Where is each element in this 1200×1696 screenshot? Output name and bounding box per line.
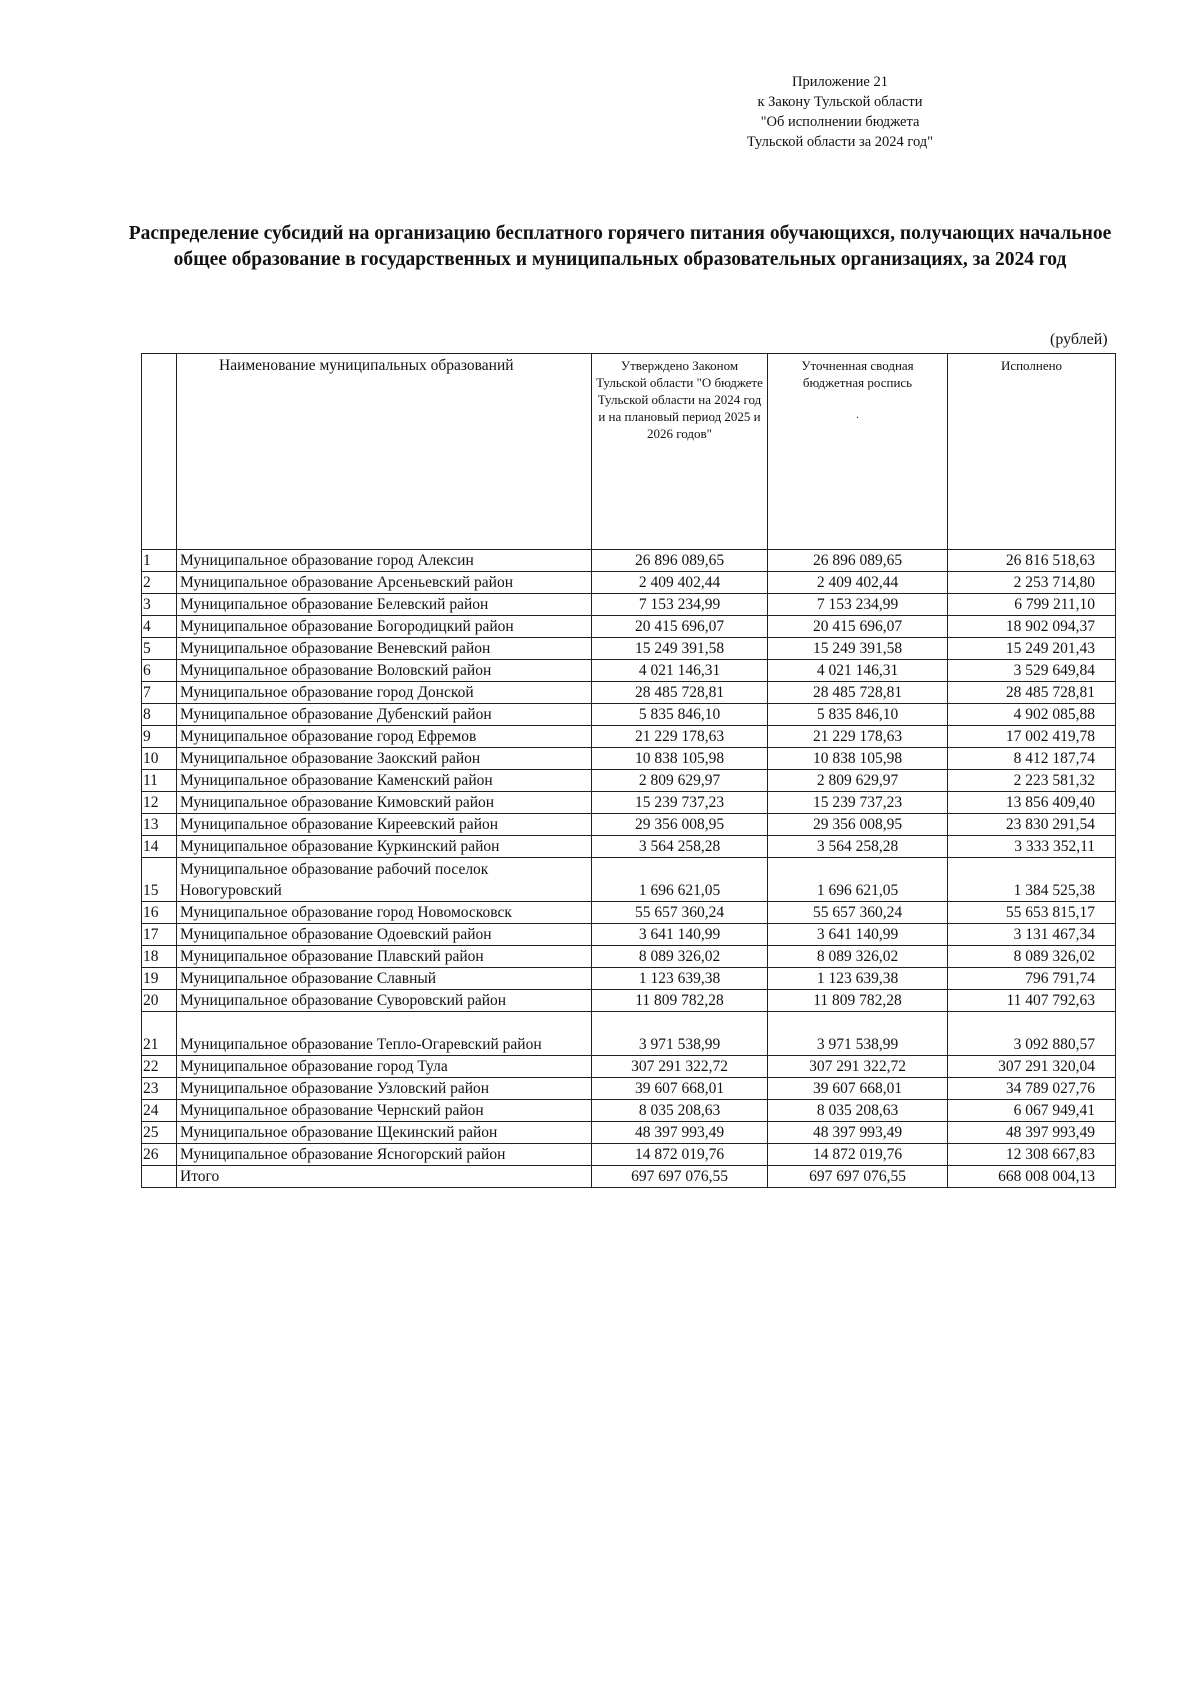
cell-name: Муниципальное образование Киреевский район [177, 814, 592, 836]
cell-name: Муниципальное образование Белевский район [177, 594, 592, 616]
cell-approved: 48 397 993,49 [592, 1122, 768, 1144]
total-executed: 668 008 004,13 [948, 1166, 1116, 1188]
table-row [142, 682, 1116, 704]
cell-approved: 29 356 008,95 [592, 814, 768, 836]
cell-approved: 28 485 728,81 [592, 682, 768, 704]
cell-revised: 3 641 140,99 [768, 924, 948, 946]
cell-executed: 8 412 187,74 [948, 748, 1116, 770]
cell-name: Муниципальное образование город Ефремов [177, 726, 592, 748]
table-row [142, 748, 1116, 770]
col-header-approved: Утверждено Законом Тульской области "О бюджете Тульской области на 2024 год и на плановый период 2025 и 2026 годов" [592, 354, 768, 550]
table-row [142, 924, 1116, 946]
cell-num: 4 [142, 616, 177, 638]
appendix-line: "Об исполнении бюджета [760, 114, 920, 130]
total-num [142, 1166, 177, 1188]
cell-executed: 11 407 792,63 [948, 990, 1116, 1012]
table-row [142, 1012, 1116, 1056]
cell-approved: 39 607 668,01 [592, 1078, 768, 1100]
cell-approved: 20 415 696,07 [592, 616, 768, 638]
cell-approved: 10 838 105,98 [592, 748, 768, 770]
total-revised: 697 697 076,55 [768, 1166, 948, 1188]
cell-approved: 307 291 322,72 [592, 1056, 768, 1078]
cell-approved: 3 641 140,99 [592, 924, 768, 946]
table-row [142, 836, 1116, 858]
cell-name: Муниципальное образование рабочий поселок Новогуровский [177, 858, 592, 902]
cell-executed: 2 223 581,32 [948, 770, 1116, 792]
appendix-line: Приложение 21 [792, 74, 888, 90]
table-row [142, 814, 1116, 836]
cell-name: Муниципальное образование Одоевский район [177, 924, 592, 946]
cell-name: Муниципальное образование Плавский район [177, 946, 592, 968]
cell-approved: 11 809 782,28 [592, 990, 768, 1012]
cell-approved: 3 564 258,28 [592, 836, 768, 858]
cell-executed: 15 249 201,43 [948, 638, 1116, 660]
cell-executed: 1 384 525,38 [948, 858, 1116, 902]
appendix-line: Тульской области за 2024 год" [746, 134, 934, 150]
cell-name: Муниципальное образование Кимовский район [177, 792, 592, 814]
cell-name: Муниципальное образование Узловский район [177, 1078, 592, 1100]
cell-approved: 15 249 391,58 [592, 638, 768, 660]
table-row [142, 1056, 1116, 1078]
cell-num: 24 [142, 1100, 177, 1122]
cell-num: 12 [142, 792, 177, 814]
cell-executed: 23 830 291,54 [948, 814, 1116, 836]
units-label: (рублей) [1050, 331, 1108, 348]
cell-executed: 12 308 667,83 [948, 1144, 1116, 1166]
cell-name: Муниципальное образование Воловский район [177, 660, 592, 682]
table-row [142, 1078, 1116, 1100]
cell-num: 2 [142, 572, 177, 594]
cell-revised: 26 896 089,65 [768, 550, 948, 572]
cell-executed: 796 791,74 [948, 968, 1116, 990]
cell-name: Муниципальное образование Арсеньевский район [177, 572, 592, 594]
cell-name: Муниципальное образование Чернский район [177, 1100, 592, 1122]
cell-revised: 15 249 391,58 [768, 638, 948, 660]
cell-num: 20 [142, 990, 177, 1012]
cell-approved: 55 657 360,24 [592, 902, 768, 924]
cell-revised: 7 153 234,99 [768, 594, 948, 616]
cell-num: 10 [142, 748, 177, 770]
table-row [142, 594, 1116, 616]
cell-revised: 1 696 621,05 [768, 858, 948, 902]
cell-name: Муниципальное образование Славный [177, 968, 592, 990]
cell-name: Муниципальное образование город Новомосковск [177, 902, 592, 924]
cell-num: 18 [142, 946, 177, 968]
cell-num: 11 [142, 770, 177, 792]
cell-num: 19 [142, 968, 177, 990]
cell-revised: 3 971 538,99 [768, 1012, 948, 1056]
cell-executed: 3 333 352,11 [948, 836, 1116, 858]
cell-executed: 26 816 518,63 [948, 550, 1116, 572]
cell-num: 22 [142, 1056, 177, 1078]
col-header-revised-label: Уточненная сводная бюджетная роспись [801, 358, 914, 390]
cell-num: 8 [142, 704, 177, 726]
cell-approved: 5 835 846,10 [592, 704, 768, 726]
cell-executed: 3 092 880,57 [948, 1012, 1116, 1056]
cell-revised: 8 089 326,02 [768, 946, 948, 968]
col-header-name: Наименование муниципальных образований [177, 354, 592, 550]
cell-num: 3 [142, 594, 177, 616]
cell-revised: 39 607 668,01 [768, 1078, 948, 1100]
cell-name: Муниципальное образование Заокский район [177, 748, 592, 770]
cell-revised: 15 239 737,23 [768, 792, 948, 814]
col-header-executed: Исполнено [948, 354, 1116, 550]
cell-revised: 8 035 208,63 [768, 1100, 948, 1122]
cell-num: 25 [142, 1122, 177, 1144]
cell-approved: 8 035 208,63 [592, 1100, 768, 1122]
cell-num: 23 [142, 1078, 177, 1100]
cell-revised: 10 838 105,98 [768, 748, 948, 770]
cell-approved: 2 409 402,44 [592, 572, 768, 594]
cell-executed: 307 291 320,04 [948, 1056, 1116, 1078]
cell-revised: 11 809 782,28 [768, 990, 948, 1012]
cell-executed: 55 653 815,17 [948, 902, 1116, 924]
cell-executed: 34 789 027,76 [948, 1078, 1116, 1100]
cell-approved: 21 229 178,63 [592, 726, 768, 748]
table-row [142, 726, 1116, 748]
table-row [142, 1100, 1116, 1122]
cell-approved: 8 089 326,02 [592, 946, 768, 968]
cell-name: Муниципальное образование город Алексин [177, 550, 592, 572]
cell-revised: 2 409 402,44 [768, 572, 948, 594]
table-row [142, 550, 1116, 572]
table-row [142, 1122, 1116, 1144]
cell-num: 13 [142, 814, 177, 836]
cell-name: Муниципальное образование Суворовский район [177, 990, 592, 1012]
cell-num: 17 [142, 924, 177, 946]
cell-revised: 28 485 728,81 [768, 682, 948, 704]
cell-name: Муниципальное образование Каменский район [177, 770, 592, 792]
table-row [142, 946, 1116, 968]
cell-revised: 3 564 258,28 [768, 836, 948, 858]
cell-approved: 7 153 234,99 [592, 594, 768, 616]
table-row [142, 990, 1116, 1012]
cell-approved: 26 896 089,65 [592, 550, 768, 572]
table-total-row [142, 1166, 1116, 1188]
cell-num: 26 [142, 1144, 177, 1166]
cell-executed: 6 067 949,41 [948, 1100, 1116, 1122]
cell-name: Муниципальное образование Щекинский район [177, 1122, 592, 1144]
table-row [142, 770, 1116, 792]
cell-revised: 48 397 993,49 [768, 1122, 948, 1144]
cell-name: Муниципальное образование город Тула [177, 1056, 592, 1078]
appendix-line: к Закону Тульской области [757, 94, 923, 110]
cell-revised: 21 229 178,63 [768, 726, 948, 748]
cell-revised: 4 021 146,31 [768, 660, 948, 682]
cell-name: Муниципальное образование Тепло-Огаревский район [177, 1012, 592, 1056]
table-header-row [142, 354, 1116, 550]
cell-name: Муниципальное образование Веневский район [177, 638, 592, 660]
cell-executed: 17 002 419,78 [948, 726, 1116, 748]
total-name: Итого [177, 1166, 592, 1188]
cell-approved: 4 021 146,31 [592, 660, 768, 682]
cell-name: Муниципальное образование Дубенский район [177, 704, 592, 726]
cell-revised: 55 657 360,24 [768, 902, 948, 924]
cell-revised: 1 123 639,38 [768, 968, 948, 990]
cell-num: 6 [142, 660, 177, 682]
cell-revised: 5 835 846,10 [768, 704, 948, 726]
table-row [142, 638, 1116, 660]
cell-executed: 13 856 409,40 [948, 792, 1116, 814]
cell-num: 9 [142, 726, 177, 748]
subsidy-table [141, 353, 1116, 1188]
table-row [142, 858, 1116, 902]
col-header-num [142, 354, 177, 550]
cell-executed: 8 089 326,02 [948, 946, 1116, 968]
table-row [142, 968, 1116, 990]
cell-revised: 29 356 008,95 [768, 814, 948, 836]
cell-approved: 3 971 538,99 [592, 1012, 768, 1056]
table-row [142, 704, 1116, 726]
cell-num: 7 [142, 682, 177, 704]
document-title: Распределение субсидий на организацию бесплатного горячего питания обучающихся, получающих начальное общее образование в государственных и муниципальных образовательных организациях, за 2024 год [128, 223, 1112, 270]
cell-executed: 3 529 649,84 [948, 660, 1116, 682]
cell-executed: 6 799 211,10 [948, 594, 1116, 616]
table-row [142, 792, 1116, 814]
total-approved: 697 697 076,55 [592, 1166, 768, 1188]
cell-revised: 20 415 696,07 [768, 616, 948, 638]
cell-executed: 28 485 728,81 [948, 682, 1116, 704]
table-row [142, 660, 1116, 682]
cell-name: Муниципальное образование город Донской [177, 682, 592, 704]
table-row [142, 616, 1116, 638]
cell-num: 15 [142, 858, 177, 902]
cell-executed: 48 397 993,49 [948, 1122, 1116, 1144]
cell-num: 1 [142, 550, 177, 572]
col-header-revised [768, 354, 948, 550]
cell-revised: 2 809 629,97 [768, 770, 948, 792]
cell-executed: 18 902 094,37 [948, 616, 1116, 638]
cell-approved: 1 123 639,38 [592, 968, 768, 990]
cell-approved: 14 872 019,76 [592, 1144, 768, 1166]
table-row [142, 572, 1116, 594]
cell-revised: 307 291 322,72 [768, 1056, 948, 1078]
cell-revised: 14 872 019,76 [768, 1144, 948, 1166]
table-row [142, 902, 1116, 924]
cell-num: 16 [142, 902, 177, 924]
cell-approved: 1 696 621,05 [592, 858, 768, 902]
cell-approved: 2 809 629,97 [592, 770, 768, 792]
cell-name: Муниципальное образование Ясногорский район [177, 1144, 592, 1166]
cell-num: 5 [142, 638, 177, 660]
cell-num: 21 [142, 1012, 177, 1056]
cell-name: Муниципальное образование Богородицкий район [177, 616, 592, 638]
cell-executed: 4 902 085,88 [948, 704, 1116, 726]
stray-mark: . [856, 410, 859, 421]
cell-approved: 15 239 737,23 [592, 792, 768, 814]
cell-num: 14 [142, 836, 177, 858]
appendix-note [705, 72, 975, 152]
cell-executed: 3 131 467,34 [948, 924, 1116, 946]
cell-name: Муниципальное образование Куркинский район [177, 836, 592, 858]
table-row [142, 1144, 1116, 1166]
cell-executed: 2 253 714,80 [948, 572, 1116, 594]
